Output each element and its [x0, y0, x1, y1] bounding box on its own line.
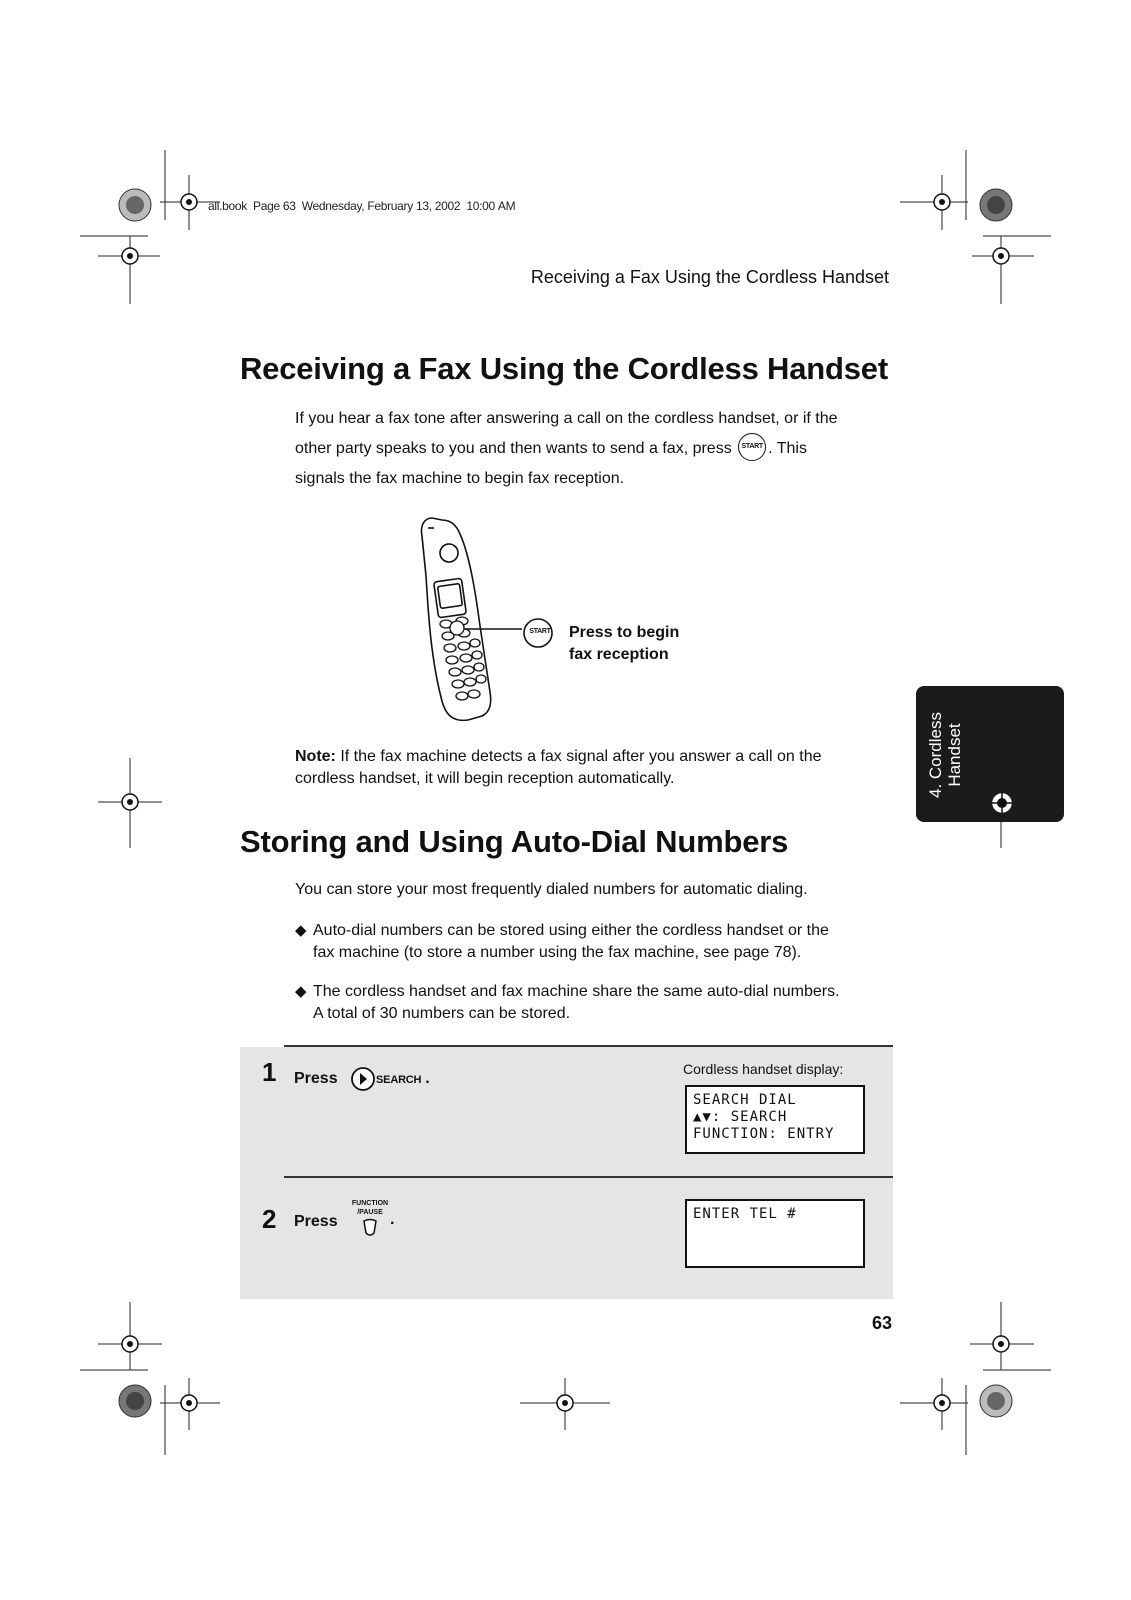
step-1-instruction	[294, 1066, 430, 1092]
intro-line-2-end: . This	[768, 440, 807, 457]
step-divider	[284, 1045, 893, 1047]
note	[295, 746, 895, 790]
note-line-1	[295, 746, 895, 768]
display-caption: Cordless handset display:	[683, 1061, 844, 1077]
print-info: all.book Page 63 Wednesday, February 13, 2002 10:00 AM	[208, 199, 516, 213]
callout-line-2: fax reception	[569, 646, 669, 663]
search-key-label: SEARCH	[376, 1074, 422, 1087]
start-key-icon: START	[738, 433, 766, 461]
note-label: Note:	[295, 748, 336, 765]
function-key-label: FUNCTION	[351, 1200, 389, 1207]
bullet-line: Auto-dial numbers can be stored using either the cordless handset or the	[313, 922, 829, 939]
press-label: Press	[294, 1213, 338, 1230]
section2-intro: You can store your most frequently dialed numbers for automatic dialing.	[295, 881, 808, 898]
callout-line-1: Press to begin	[569, 624, 680, 641]
diamond-bullet-icon: ◆	[295, 922, 307, 939]
chapter-tab-label	[926, 696, 964, 814]
intro-line-1: If you hear a fax tone after answering a call on the cordless handset, or if the	[295, 410, 838, 427]
bullet-line: The cordless handset and fax machine share the same auto-dial numbers.	[313, 983, 840, 1000]
intro-line-2-text: other party speaks to you and then wants to send a fax, press	[295, 440, 732, 457]
intro-line-2	[295, 434, 895, 464]
intro-line-3: signals the fax machine to begin fax reception.	[295, 470, 625, 487]
chapter-tab-line-1: 4. Cordless	[926, 712, 945, 798]
display-line: FUNCTION: ENTRY	[693, 1126, 835, 1142]
bullet-item	[295, 981, 895, 1025]
note-text-1: If the fax machine detects a fax signal after you answer a call on the	[335, 748, 822, 765]
display-line: ▲▼: SEARCH	[693, 1109, 788, 1125]
display-line: SEARCH DIAL	[693, 1092, 797, 1108]
step-divider	[284, 1176, 893, 1178]
bullet-item	[295, 920, 895, 964]
step-2-suffix: .	[390, 1211, 395, 1228]
search-key-icon	[350, 1066, 376, 1092]
tab-target-icon	[991, 792, 1013, 814]
step-1-suffix: .	[425, 1070, 430, 1088]
running-header: Receiving a Fax Using the Cordless Handset	[530, 267, 889, 287]
bullet-line: A total of 30 numbers can be stored.	[313, 1005, 571, 1022]
section-title-receiving-fax: Receiving a Fax Using the Cordless Handset	[240, 351, 888, 386]
note-line-2: cordless handset, it will begin reception automatically.	[295, 770, 675, 787]
callout-text	[569, 622, 679, 666]
bullet-text	[313, 920, 893, 964]
pause-key-label: /PAUSE	[357, 1209, 383, 1216]
section1-intro	[295, 404, 895, 494]
step-number: 1	[262, 1057, 277, 1087]
bullet-line: fax machine (to store a number using the fax machine, see page 78).	[313, 944, 802, 961]
handset-display-step-2	[685, 1199, 865, 1268]
start-key-callout-label: START	[529, 628, 551, 635]
chapter-tab-line-2: Handset	[945, 723, 964, 787]
cordless-handset-illustration	[412, 516, 582, 724]
display-line: ENTER TEL #	[693, 1206, 797, 1222]
function-pause-key	[346, 1199, 394, 1238]
function-pause-key-icon	[361, 1218, 379, 1238]
bullet-text	[313, 981, 893, 1025]
diamond-bullet-icon: ◆	[295, 983, 307, 1000]
page-number: 63	[872, 1313, 893, 1333]
section-title-auto-dial: Storing and Using Auto-Dial Numbers	[240, 824, 789, 859]
press-label: Press	[294, 1070, 338, 1088]
chapter-side-tab	[916, 686, 1064, 822]
step-number: 2	[262, 1204, 277, 1234]
handset-display-step-1	[685, 1085, 865, 1154]
